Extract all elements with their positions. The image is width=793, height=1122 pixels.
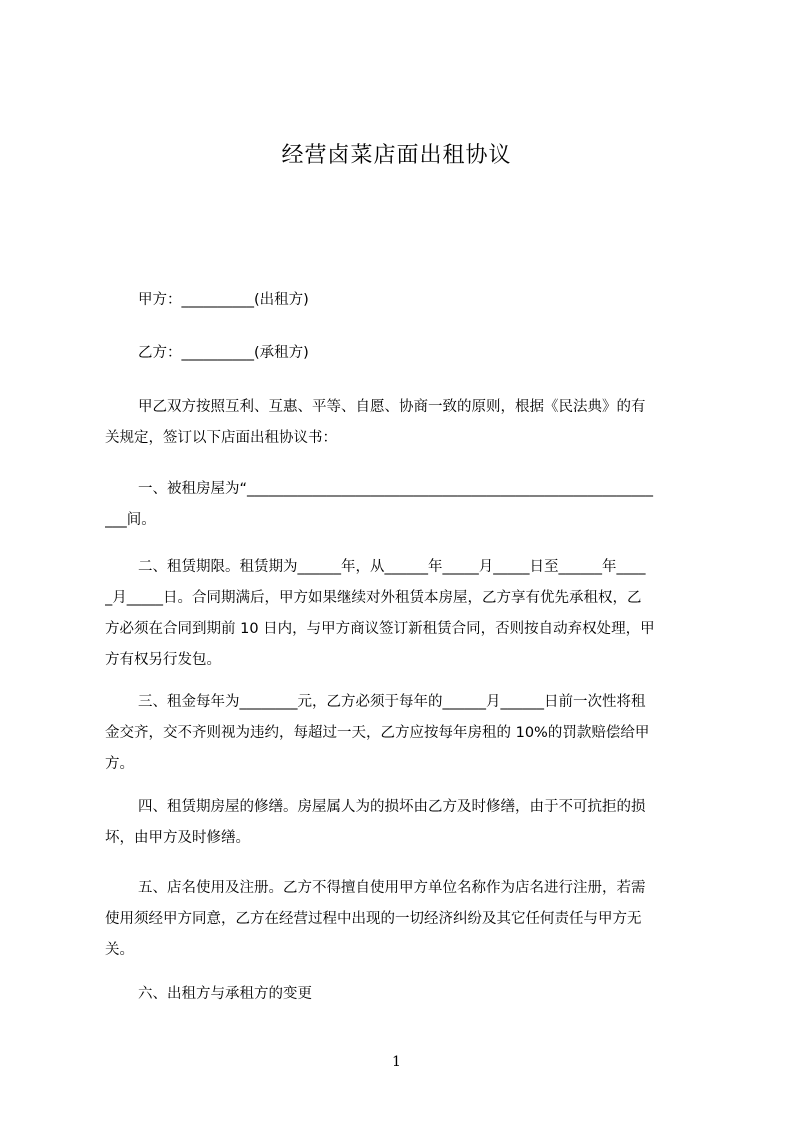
clause-3-line-1: 三、租金每年为________元，乙方必须于每年的______月______日前一次性将租 — [138, 694, 646, 710]
clause-5-line-3: 关。 — [105, 942, 134, 958]
party-a-line — [105, 285, 703, 316]
clause-1-paragraph — [105, 474, 703, 536]
clause-5-line-1: 五、店名使用及注册。乙方不得擅自使用甲方单位名称作为店名进行注册，若需 — [138, 880, 646, 896]
party-a-text: 甲方：__________(出租方) — [138, 292, 309, 308]
clause-1-line-1: 一、被租房屋为“________________________________________________________ — [138, 481, 654, 497]
clause-2-line-3: 方必须在合同到期前 10 日内，与甲方商议签订新租赁合同，否则按自动弃权处理，甲 — [105, 621, 655, 637]
intro-paragraph — [105, 392, 703, 454]
document-title: 经营卤菜店面出租协议 — [281, 143, 512, 168]
page-number: 1 — [392, 1054, 401, 1070]
clause-4-line-1: 四、租赁期房屋的修缮。房屋属人为的损坏由乙方及时修缮，由于不可抗拒的损 — [138, 799, 646, 815]
clause-4-paragraph — [105, 792, 703, 854]
clause-2-paragraph — [105, 552, 703, 676]
clause-5-line-2: 使用须经甲方同意，乙方在经营过程中出现的一切经济纠纷及其它任何责任与甲方无 — [105, 911, 642, 927]
clause-3-paragraph — [105, 687, 703, 780]
clause-3-line-2: 金交齐，交不齐则视为违约，每超过一天，乙方应按每年房租的 10%的罚款赔偿给甲 — [105, 725, 650, 741]
clause-6-heading: 六、出租方与承租方的变更 — [138, 986, 312, 1002]
party-b-line — [105, 338, 703, 369]
clause-3-line-3: 方。 — [105, 756, 134, 772]
clause-2-line-1: 二、租赁期限。租赁期为______年，从______年_____月_____日至______年____ — [138, 559, 646, 575]
clause-2-line-2: _月_____日。合同期满后，甲方如果继续对外租赁本房屋，乙方享有优先承租权，乙 — [105, 590, 642, 606]
intro-line-1: 甲乙双方按照互利、互惠、平等、自愿、协商一致的原则，根据《民法典》的有 — [138, 399, 646, 415]
clause-4-line-2: 坏，由甲方及时修缮。 — [105, 830, 250, 846]
party-b-text: 乙方：__________(承租方) — [138, 345, 309, 361]
clause-6-paragraph — [105, 979, 703, 1010]
clause-5-paragraph — [105, 873, 703, 966]
clause-1-line-2: ___间。 — [105, 512, 156, 528]
intro-line-2: 关规定，签订以下店面出租协议书： — [105, 430, 337, 446]
clause-2-line-4: 方有权另行发包。 — [105, 652, 221, 668]
